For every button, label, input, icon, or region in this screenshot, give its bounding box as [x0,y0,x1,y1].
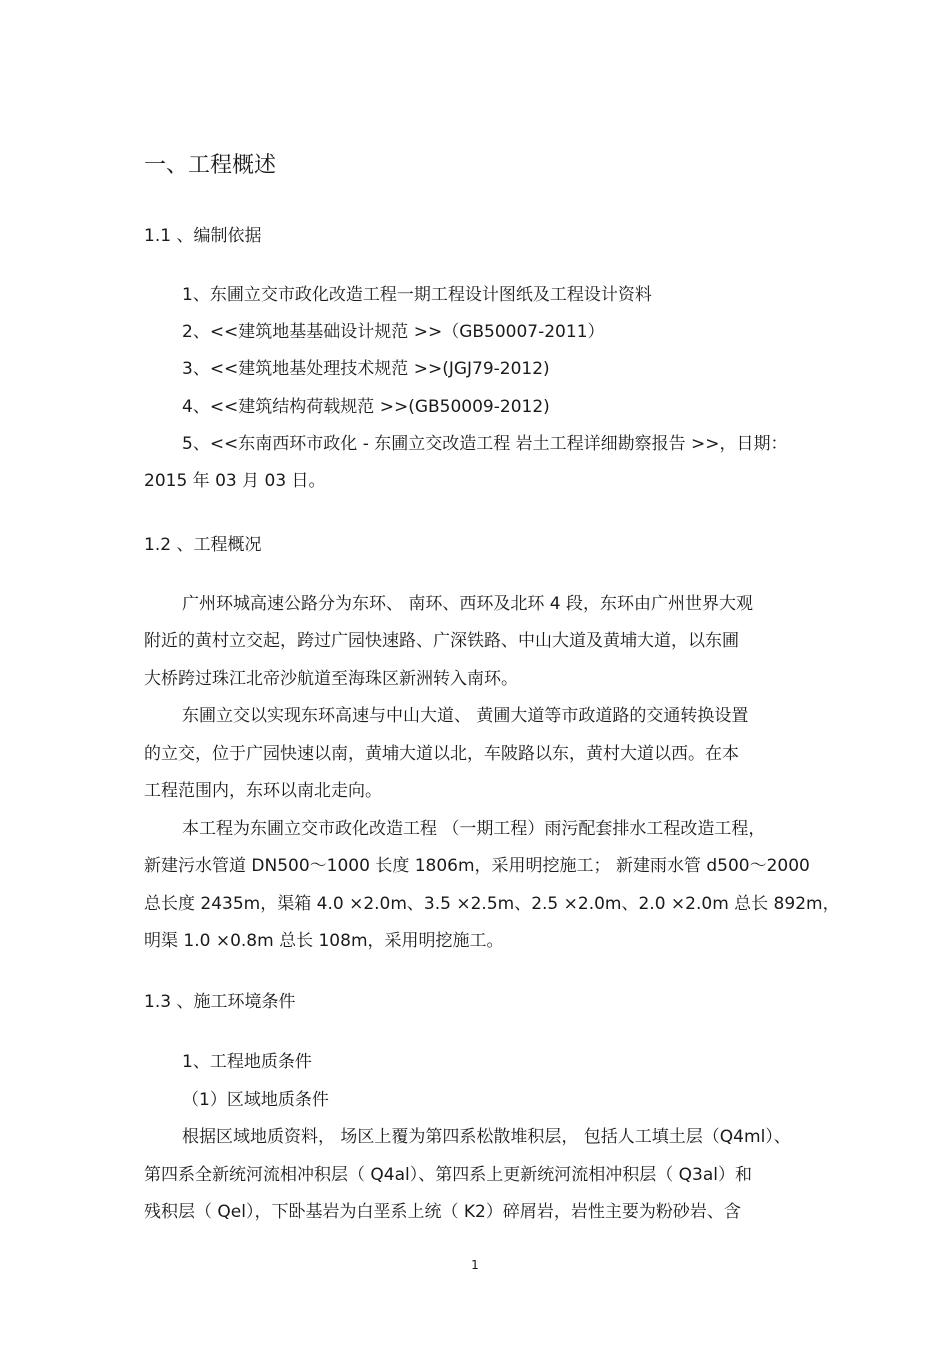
overview-p2-line-3: 工程范围内，东环以南北走向。 [144,781,382,801]
section-title: 一、工程概述 [144,153,277,178]
overview-p1-line-3: 大桥跨过珠江北帝沙航道至海珠区新洲转入南环。 [144,669,518,689]
overview-p2-line-1: 东圃立交以实现东环高速与中山大道、 黄圃大道等市政道路的交通转换设置 [182,706,749,726]
overview-p3-line-4: 明渠 1.0 ×0.8m 总长 108m，采用明挖施工。 [144,931,504,951]
overview-p1-line-2: 附近的黄村立交起，跨过广园快速路、广深铁路、中山大道及黄埔大道，以东圃 [144,631,739,651]
basis-item-3: 3、<<建筑地基处理技术规范 >>(JGJ79-2012) [182,359,550,379]
overview-p3-line-1: 本工程为东圃立交市政化改造工程 （一期工程）雨污配套排水工程改造工程， [182,819,766,839]
basis-item-5: 5、<<东南西环市政化 - 东圃立交改造工程 岩土工程详细勘察报告 >>，日期： [182,434,788,454]
regional-geology-subheading: （1）区域地质条件 [182,1090,329,1110]
page-number: 1 [471,1258,479,1272]
overview-p3-line-2: 新建污水管道 DN500～1000 长度 1806m，采用明挖施工； 新建雨水管 d500～2000 [144,856,810,876]
geology-line-2: 第四系全新统河流相冲积层（ Q4al）、第四系上更新统河流相冲积层（ Q3al）和 [144,1165,752,1185]
overview-p3-line-3: 总长度 2435m，渠箱 4.0 ×2.0m、3.5 ×2.5m、2.5 ×2.0m、2.0 ×2.0m 总长 892m， [144,894,840,914]
basis-item-5-cont: 2015 年 03 月 03 日。 [144,471,326,491]
basis-item-2: 2、<<建筑地基基础设计规范 >>（GB50007-2011） [182,322,605,342]
overview-p2-line-2: 的立交，位于广园快速以南，黄埔大道以北，车陂路以东，黄村大道以西。在本 [144,744,739,764]
geology-line-3: 残积层（ Qel），下卧基岩为白垩系上统（ K2）碎屑岩，岩性主要为粉砂岩、含 [144,1202,741,1222]
basis-item-4: 4、<<建筑结构荷载规范 >>(GB50009-2012) [182,397,550,417]
geology-line-1: 根据区域地质资料， 场区上覆为第四系松散堆积层， 包括人工填土层（Q4ml）、 [182,1127,791,1147]
heading-1-2: 1.2 、工程概况 [144,535,262,555]
basis-item-1: 1、东圃立交市政化改造工程一期工程设计图纸及工程设计资料 [182,285,652,305]
heading-1-1: 1.1 、编制依据 [144,226,262,246]
overview-p1-line-1: 广州环城高速公路分为东环、 南环、西环及北环 4 段，东环由广州世界大观 [182,594,754,614]
geology-subheading: 1、工程地质条件 [182,1052,312,1072]
heading-1-3: 1.3 、施工环境条件 [144,992,296,1012]
